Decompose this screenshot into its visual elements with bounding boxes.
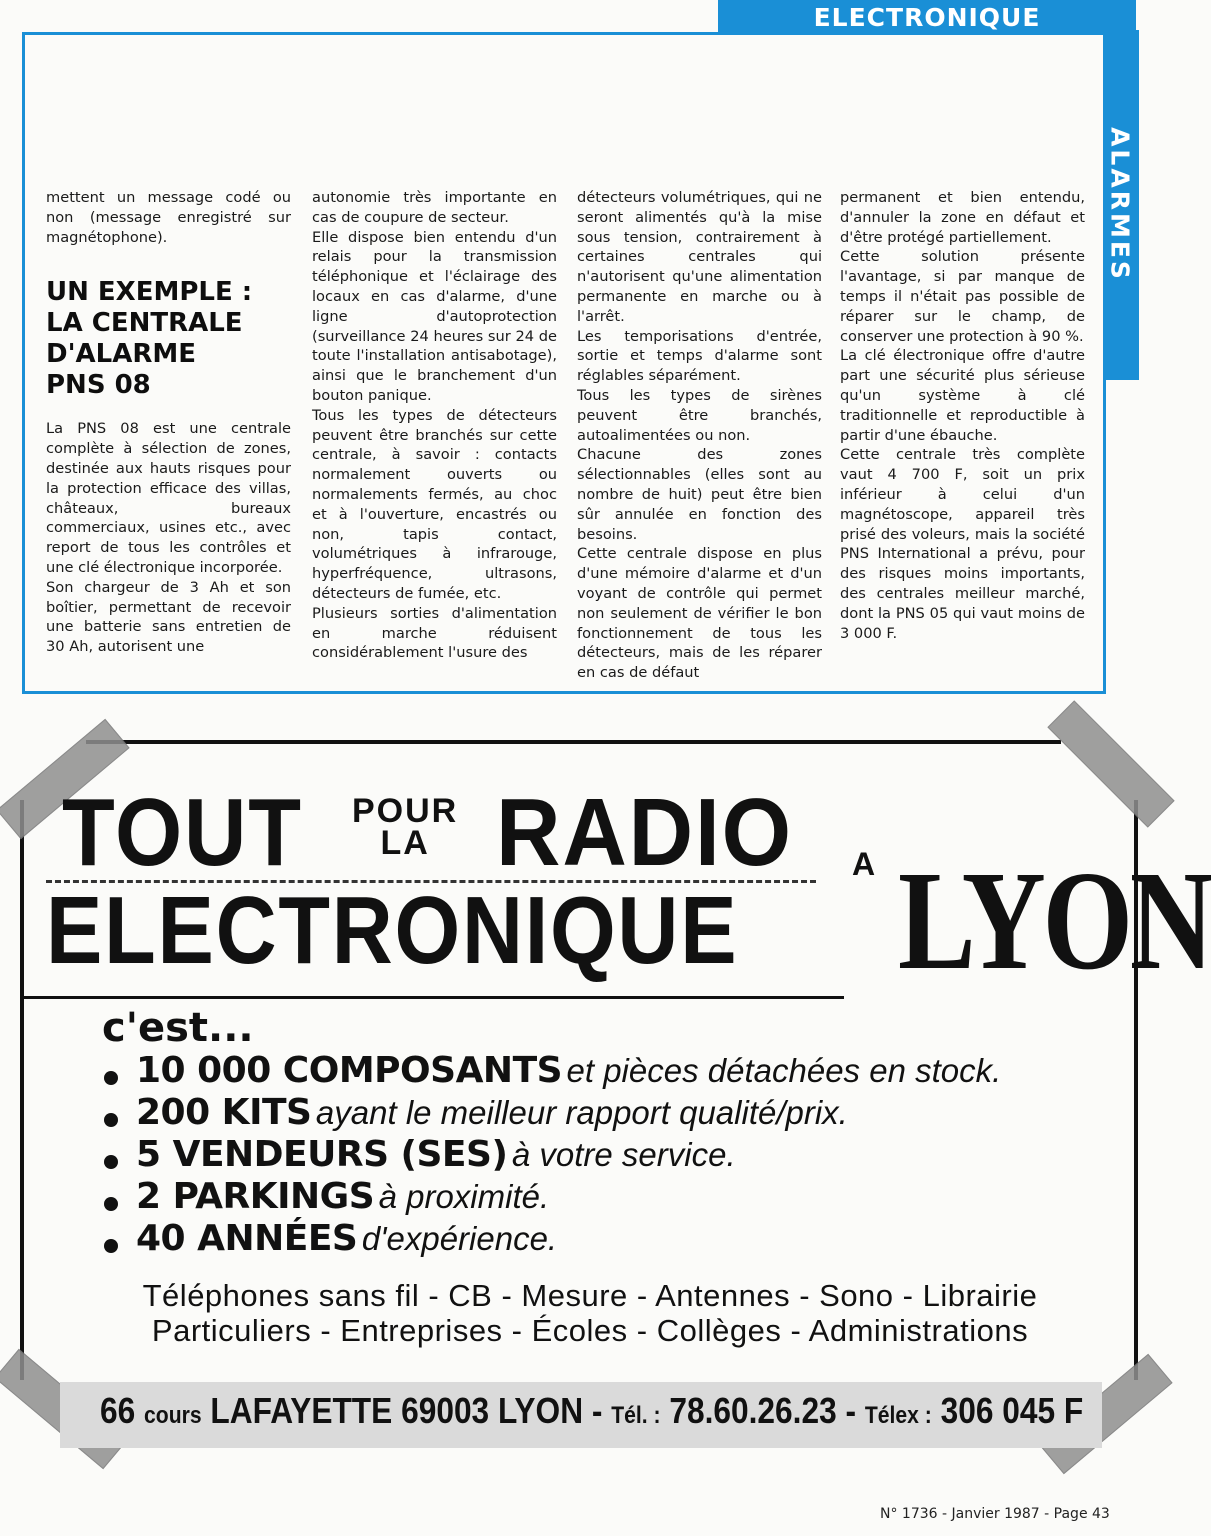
- paragraph: mettent un message codé ou non (message enregistré sur magnétophone).: [46, 189, 291, 246]
- paragraph: Cette centrale dispose en plus d'une mémoire d'alarme et d'un voyant de contrôle qui permet non seulement de vérifier le bon fonctionnement de tous les détecteurs, mais de les réparer en cas de défaut: [577, 545, 822, 682]
- bullet-strong: 10 000 COMPOSANTS: [136, 1050, 563, 1091]
- paragraph: Chacune des zones sélectionnables (elles sont au nombre de huit) peut être bien sûr annulée en fonction des besoins.: [577, 446, 822, 543]
- list-item: [104, 1092, 1001, 1134]
- ad-word-la: LA: [380, 824, 430, 862]
- article-column-1: [46, 188, 291, 657]
- tel-number: 78.60.26.23 -: [669, 1390, 857, 1431]
- ad-services-line: Téléphones sans fil - CB - Mesure - Antennes - Sono - Librairie: [142, 1278, 1038, 1313]
- article-heading: [46, 277, 291, 401]
- paragraph: Son chargeur de 3 Ah et son boîtier, permettant de recevoir une batterie sans entretien de 30 Ah, autorisent une: [46, 578, 291, 656]
- ad-word-radio: RADIO: [496, 779, 793, 886]
- ad-address: [100, 1390, 1083, 1432]
- ad-cest: c'est...: [102, 1005, 254, 1051]
- bullet-icon: [104, 1197, 118, 1211]
- article-column-4: [840, 188, 1085, 643]
- ad-word-electronique: ELECTRONIQUE: [46, 877, 739, 984]
- paragraph: autonomie très importante en cas de coupure de secteur.: [312, 189, 557, 226]
- address-cours: cours: [144, 1402, 202, 1429]
- heading-line: D'ALARME: [46, 339, 197, 370]
- ad-word-tout: TOUT: [62, 779, 303, 886]
- paragraph: permanent et bien entendu, d'annuler la zone en défaut et d'être protégé partiellement.: [840, 189, 1085, 246]
- address-number: 66: [100, 1390, 136, 1431]
- address-street: LAFAYETTE 69003 LYON -: [210, 1390, 603, 1431]
- bullet-text: à proximité.: [378, 1178, 550, 1215]
- bullet-text: d'expérience.: [361, 1220, 558, 1257]
- heading-line: LA CENTRALE: [46, 308, 243, 339]
- paragraph: La clé électronique offre d'autre part une sécurité plus sérieuse qu'un système à clé traditionnelle et reproductible à partir d'une ébauche.: [840, 347, 1085, 444]
- ad-word-lyon: LYON: [898, 841, 1211, 999]
- bullet-strong: 2 PARKINGS: [136, 1176, 375, 1217]
- paragraph: détecteurs volumétriques, qui ne seront alimentés qu'à la mise sous tension, contrairement à certaines centrales qui n'autorisent qu'une alimentation permanente en marche ou à l'arrêt.: [577, 189, 822, 325]
- tel-label: Tél. :: [611, 1402, 661, 1429]
- list-item: [104, 1218, 1001, 1260]
- bullet-icon: [104, 1071, 118, 1085]
- heading-line: UN EXEMPLE :: [46, 277, 253, 308]
- section-title: ELECTRONIQUE: [813, 2, 1041, 32]
- bullet-strong: 40 ANNÉES: [136, 1218, 358, 1259]
- paragraph: Tous les types de sirènes peuvent être branchés, autoalimentées ou non.: [577, 386, 822, 444]
- tape-corner: [1047, 700, 1174, 827]
- rubric-tab: [1105, 30, 1139, 380]
- bullet-strong: 200 KITS: [136, 1092, 312, 1133]
- paragraph: Les temporisations d'entrée, sortie et temps d'alarme sont réglables séparément.: [577, 327, 822, 385]
- page-footer: N° 1736 - Janvier 1987 - Page 43: [880, 1506, 1110, 1522]
- bullet-text: ayant le meilleur rapport qualité/prix.: [315, 1094, 848, 1131]
- list-item: [104, 1134, 1001, 1176]
- telex-number: 306 045 F: [940, 1390, 1084, 1431]
- bullet-icon: [104, 1155, 118, 1169]
- paragraph: Elle dispose bien entendu d'un relais pour la transmission téléphonique et l'éclairage des locaux en cas d'alarme, d'une ligne d'autoprotection (surveillance 24 heures sur 24 de toute l'installation antisabotage), ainsi que le branchement d'un bouton panique.: [312, 228, 557, 404]
- bullet-text: et pièces détachées en stock.: [566, 1052, 1002, 1089]
- paragraph: Cette centrale très complète vaut 4 700 F, soit un prix inférieur à celui d'un magnétoscope, appareil très prisé des voleurs, mais la société PNS International a prévu, pour des risques moins importants, des centrales meilleur marché, dont la PNS 05 qui vaut moins de 3 000 F.: [840, 446, 1085, 642]
- list-item: [104, 1176, 1001, 1218]
- ad-word-a: A: [852, 846, 876, 882]
- bullet-icon: [104, 1239, 118, 1253]
- ad-clients-line: Particuliers - Entreprises - Écoles - Collèges - Administrations: [151, 1313, 1029, 1348]
- article-column-3: [577, 188, 822, 683]
- paragraph: La PNS 08 est une centrale complète à sélection de zones, destinée aux hauts risques pour la protection efficace des villas, châteaux, bureaux commerciaux, usines etc., avec report de tous les contrôles et une clé électronique incorporée.: [46, 420, 291, 576]
- bullet-text: à votre service.: [511, 1136, 736, 1173]
- bullet-icon: [104, 1113, 118, 1127]
- paragraph: Plusieurs sorties d'alimentation en marche réduisent considérablement l'usure des: [312, 604, 557, 662]
- ad-word-pour-la: [352, 792, 459, 862]
- list-item: [104, 1050, 1001, 1092]
- paragraph: Tous les types de détecteurs peuvent être branchés sur cette centrale, à savoir : contacts normalement ouverts ou normalements fermés, au choc et à l'ouverture, encastrés ou non, tapis contact, volumétriques à infrarouge, hyperfréquence, ultrasons, détecteurs de fumée, etc.: [312, 406, 557, 602]
- ad-border-top: [86, 740, 1061, 744]
- section-tab: [718, 0, 1136, 34]
- bullet-strong: 5 VENDEURS (SES): [136, 1134, 508, 1175]
- paragraph: Cette solution présente l'avantage, si par manque de temps il n'était pas possible de réparer sur le champ, de conserver une protection à 90 %.: [840, 248, 1085, 345]
- rubric-title: ALARMES: [1105, 127, 1135, 282]
- article-column-2: [312, 188, 557, 663]
- ad-underline: [24, 996, 844, 999]
- heading-line: PNS 08: [46, 370, 151, 401]
- telex-label: Télex :: [864, 1402, 932, 1429]
- ad-bullet-list: [104, 1050, 1001, 1260]
- ad-word-pour: POUR: [352, 792, 459, 830]
